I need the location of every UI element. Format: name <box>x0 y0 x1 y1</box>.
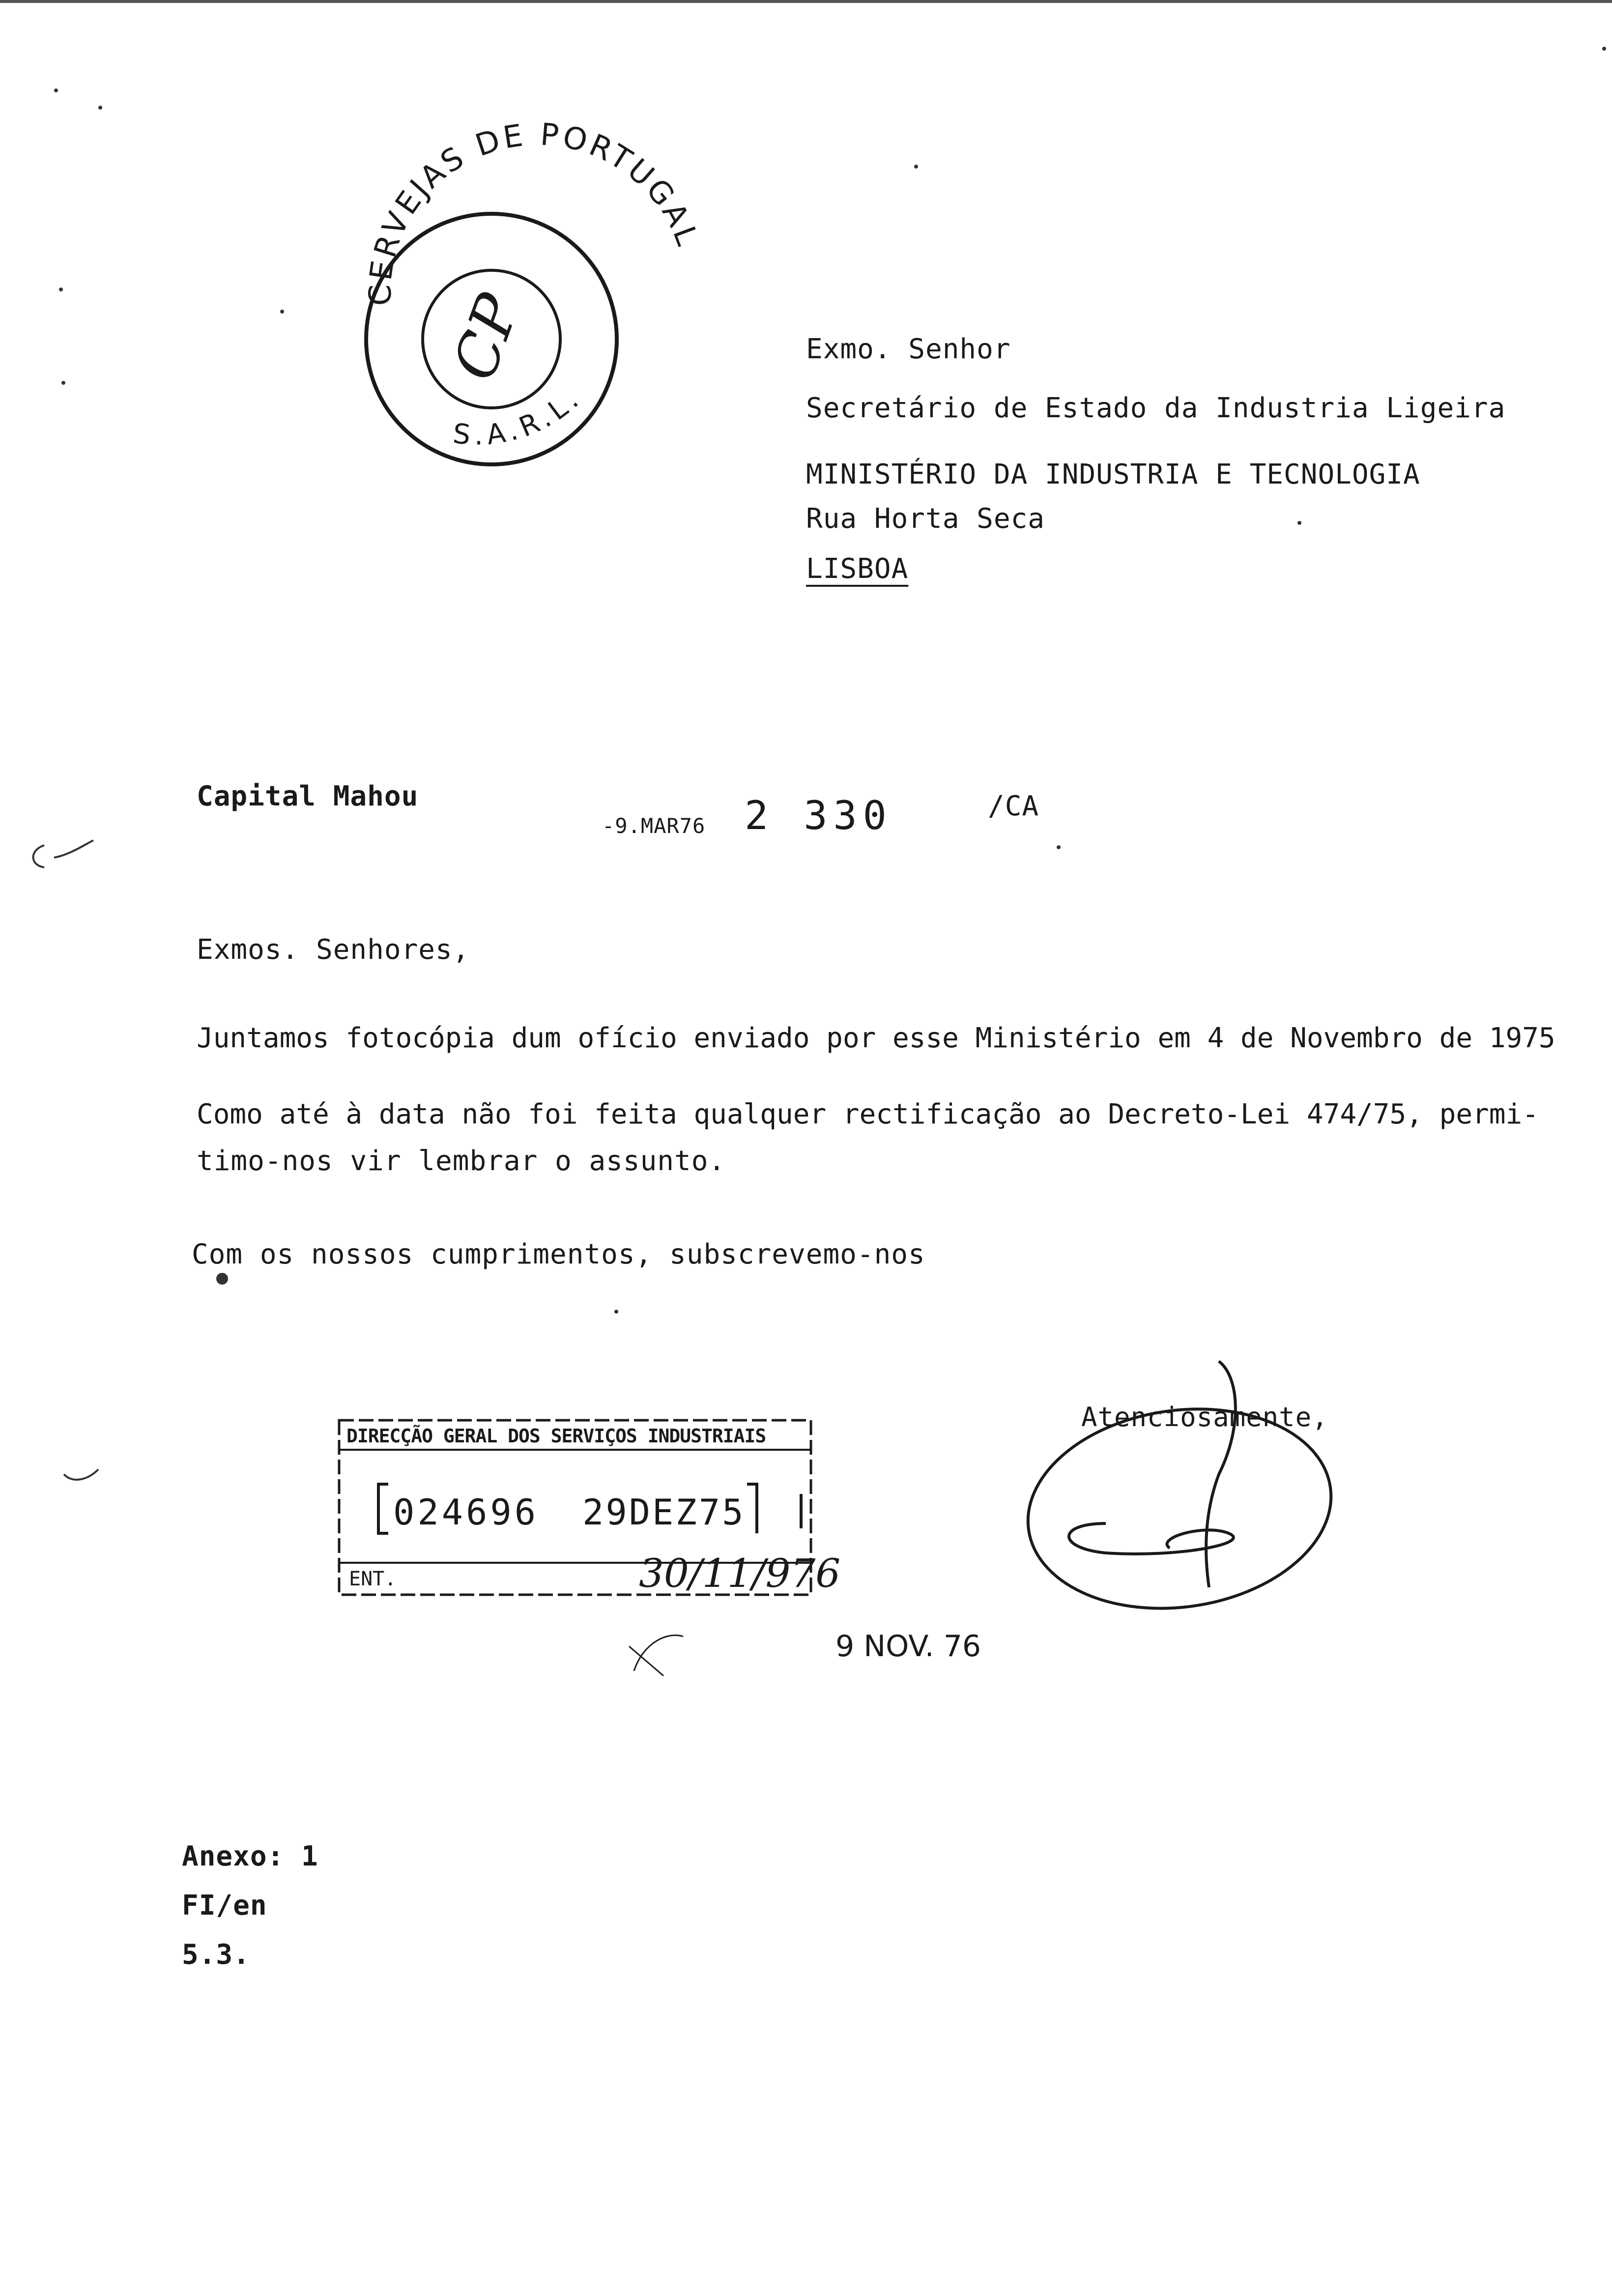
address-street: Rua Horta Seca <box>806 503 1045 535</box>
letter-greeting: Exmos. Senhores, <box>197 934 470 966</box>
speckle <box>98 106 102 110</box>
footer-annex: Anexo: 1 <box>182 1840 318 1872</box>
reference-suffix: /CA <box>988 790 1039 822</box>
speckle <box>1057 845 1061 849</box>
entry-stamp-handwritten-date: 30/11/976 <box>639 1550 841 1596</box>
speckle <box>1602 47 1606 51</box>
speckle <box>59 287 63 291</box>
entry-stamp-label: ENT. <box>349 1568 397 1590</box>
address-title: Secretário de Estado da Industria Ligeira <box>806 392 1506 424</box>
address-city: LISBOA <box>806 553 909 585</box>
reference-subject: Capital Mahou <box>197 780 419 812</box>
body-paragraph-2-line-1: Como até à data não foi feita qualquer rectificação ao Decreto-Lei 474/75, permi- <box>197 1098 1539 1130</box>
entry-stamp-handwritten-note: 9 NOV. 76 <box>835 1629 981 1664</box>
body-paragraph-1: Juntamos fotocópia dum ofício enviado por esse Ministério em 4 de Novembro de 1975 <box>197 1022 1555 1054</box>
speckle <box>914 165 918 169</box>
footer-initials: FI/en <box>182 1890 267 1922</box>
seal-bottom-text: S.A.R.L. <box>451 381 588 452</box>
reference-date-stamp: -9.MAR76 <box>602 814 706 838</box>
closing: Atenciosamente, <box>1081 1402 1328 1433</box>
entry-stamp-header: DIRECÇÃO GERAL DOS SERVIÇOS INDUSTRIAIS <box>346 1425 766 1447</box>
address-ministry: MINISTÉRIO DA INDUSTRIA E TECNOLOGIA <box>806 459 1420 490</box>
seal-monogram: CP <box>440 286 533 389</box>
speckle <box>54 88 58 92</box>
footer-code: 5.3. <box>182 1939 250 1971</box>
speckle <box>1297 521 1301 525</box>
speckle <box>614 1310 618 1314</box>
entry-stamp-number: 024696 <box>393 1492 539 1533</box>
address-salutation: Exmo. Senhor <box>806 333 1011 365</box>
speckle <box>280 310 284 314</box>
body-paragraph-3: Com os nossos cumprimentos, subscrevemo-nos <box>192 1238 925 1270</box>
reference-number: 2 330 <box>745 793 892 838</box>
entry-stamp-date: 29DEZ75 <box>582 1492 746 1533</box>
body-paragraph-2-line-2: timo-nos vir lembrar o assunto. <box>197 1145 726 1177</box>
speckle <box>61 381 65 385</box>
seal-top-text: CERVEJAS DE PORTUGAL <box>362 116 707 306</box>
ink-dot <box>216 1273 228 1285</box>
